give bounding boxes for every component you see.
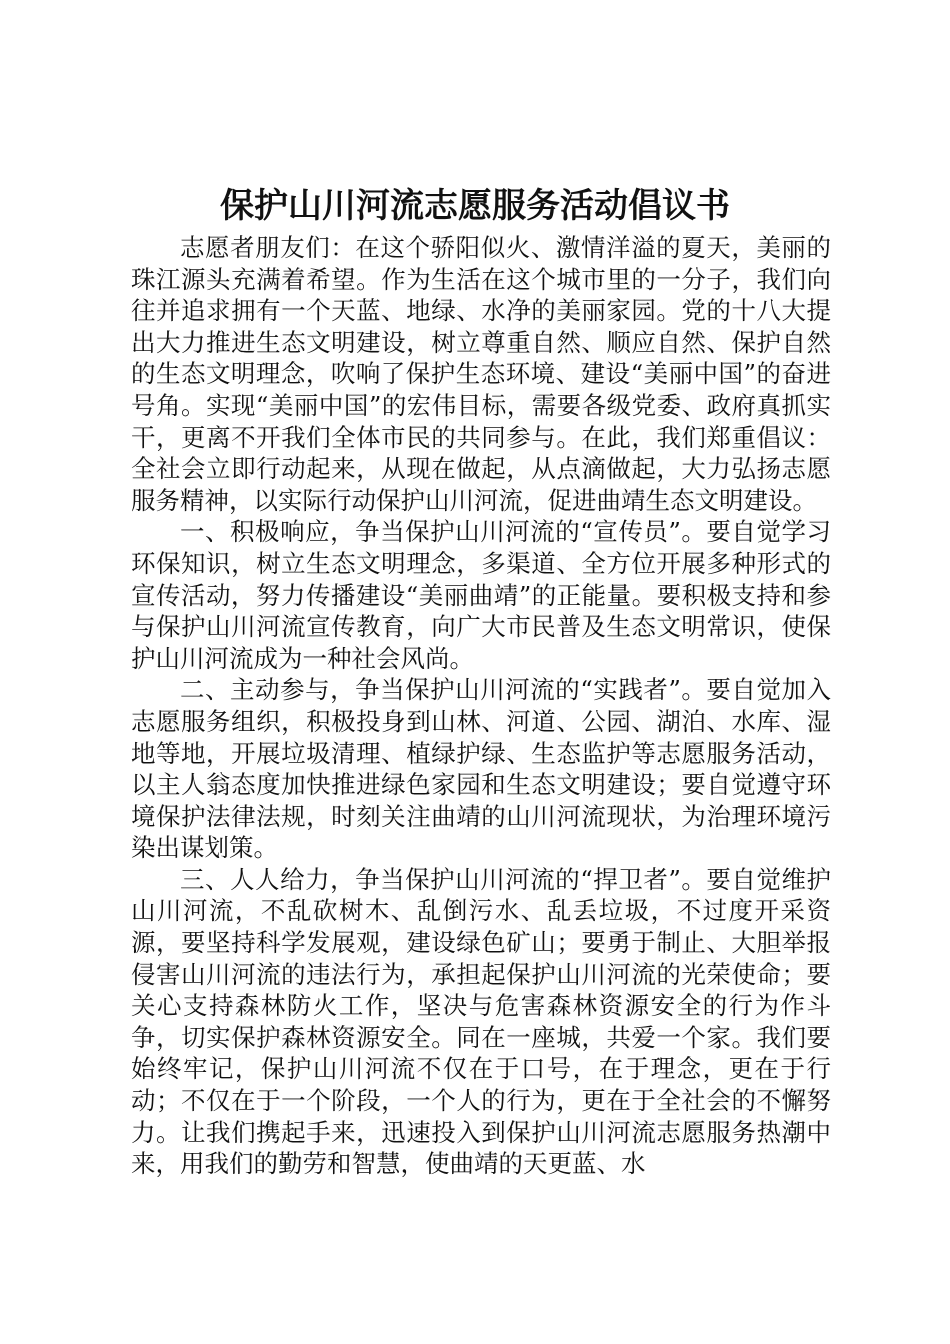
paragraph-item-3: 三、人人给力，争当保护山川河流的“捍卫者”。要自觉维护山川河流，不乱砍树木、乱倒污水、乱丢垃圾，不过度开采资源，要坚持科学发展观，建设绿色矿山；要勇于制止、大胆举报侵害山川河流的违法行为，承担起保护山川河流的光荣使命；要关心支持森林防火工作，坚决与危害森林资源安全的行为作斗争，切实保护森林资源安全。同在一座城，共爱一个家。我们要始终牢记，保护山川河流不仅在于口号，在于理念，更在于行动；不仅在于一个阶段，一个人的行为，更在于全社会的不懈努力。让我们携起手来，迅速投入到保护山川河流志愿服务热潮中来，用我们的勤劳和智慧，使曲靖的天更蓝、水 [131,864,831,1179]
document-title: 保护山川河流志愿服务活动倡议书 [220,186,730,226]
paragraph-item-2: 二、主动参与，争当保护山川河流的“实践者”。要自觉加入志愿服务组织，积极投身到山林、河道、公园、湖泊、水库、湿地等地，开展垃圾清理、植绿护绿、生态监护等志愿服务活动，以主人翁态度加快推进绿色家园和生态文明建设；要自觉遵守环境保护法律法规，时刻关注曲靖的山川河流现状，为治理环境污染出谋划策。 [131,675,831,863]
paragraph-intro: 志愿者朋友们：在这个骄阳似火、激情洋溢的夏天，美丽的珠江源头充满着希望。作为生活在这个城市里的一分子，我们向往并追求拥有一个天蓝、地绿、水净的美丽家园。党的十八大提出大力推进生态文明建设，树立尊重自然、顺应自然、保护自然的生态文明理念，吹响了保护生态环境、建设“美丽中国”的奋进号角。实现“美丽中国”的宏伟目标，需要各级党委、政府真抓实干，更离不开我们全体市民的共同参与。在此，我们郑重倡议：全社会立即行动起来，从现在做起，从点滴做起，大力弘扬志愿服务精神，以实际行动保护山川河流，促进曲靖生态文明建设。 [131,233,831,515]
document-body [131,232,831,1180]
paragraph-item-1: 一、积极响应，争当保护山川河流的“宣传员”。要自觉学习环保知识，树立生态文明理念，多渠道、全方位开展多种形式的宣传活动，努力传播建设“美丽曲靖”的正能量。要积极支持和参与保护山川河流宣传教育，向广大市民普及生态文明常识，使保护山川河流成为一种社会风尚。 [131,517,831,673]
